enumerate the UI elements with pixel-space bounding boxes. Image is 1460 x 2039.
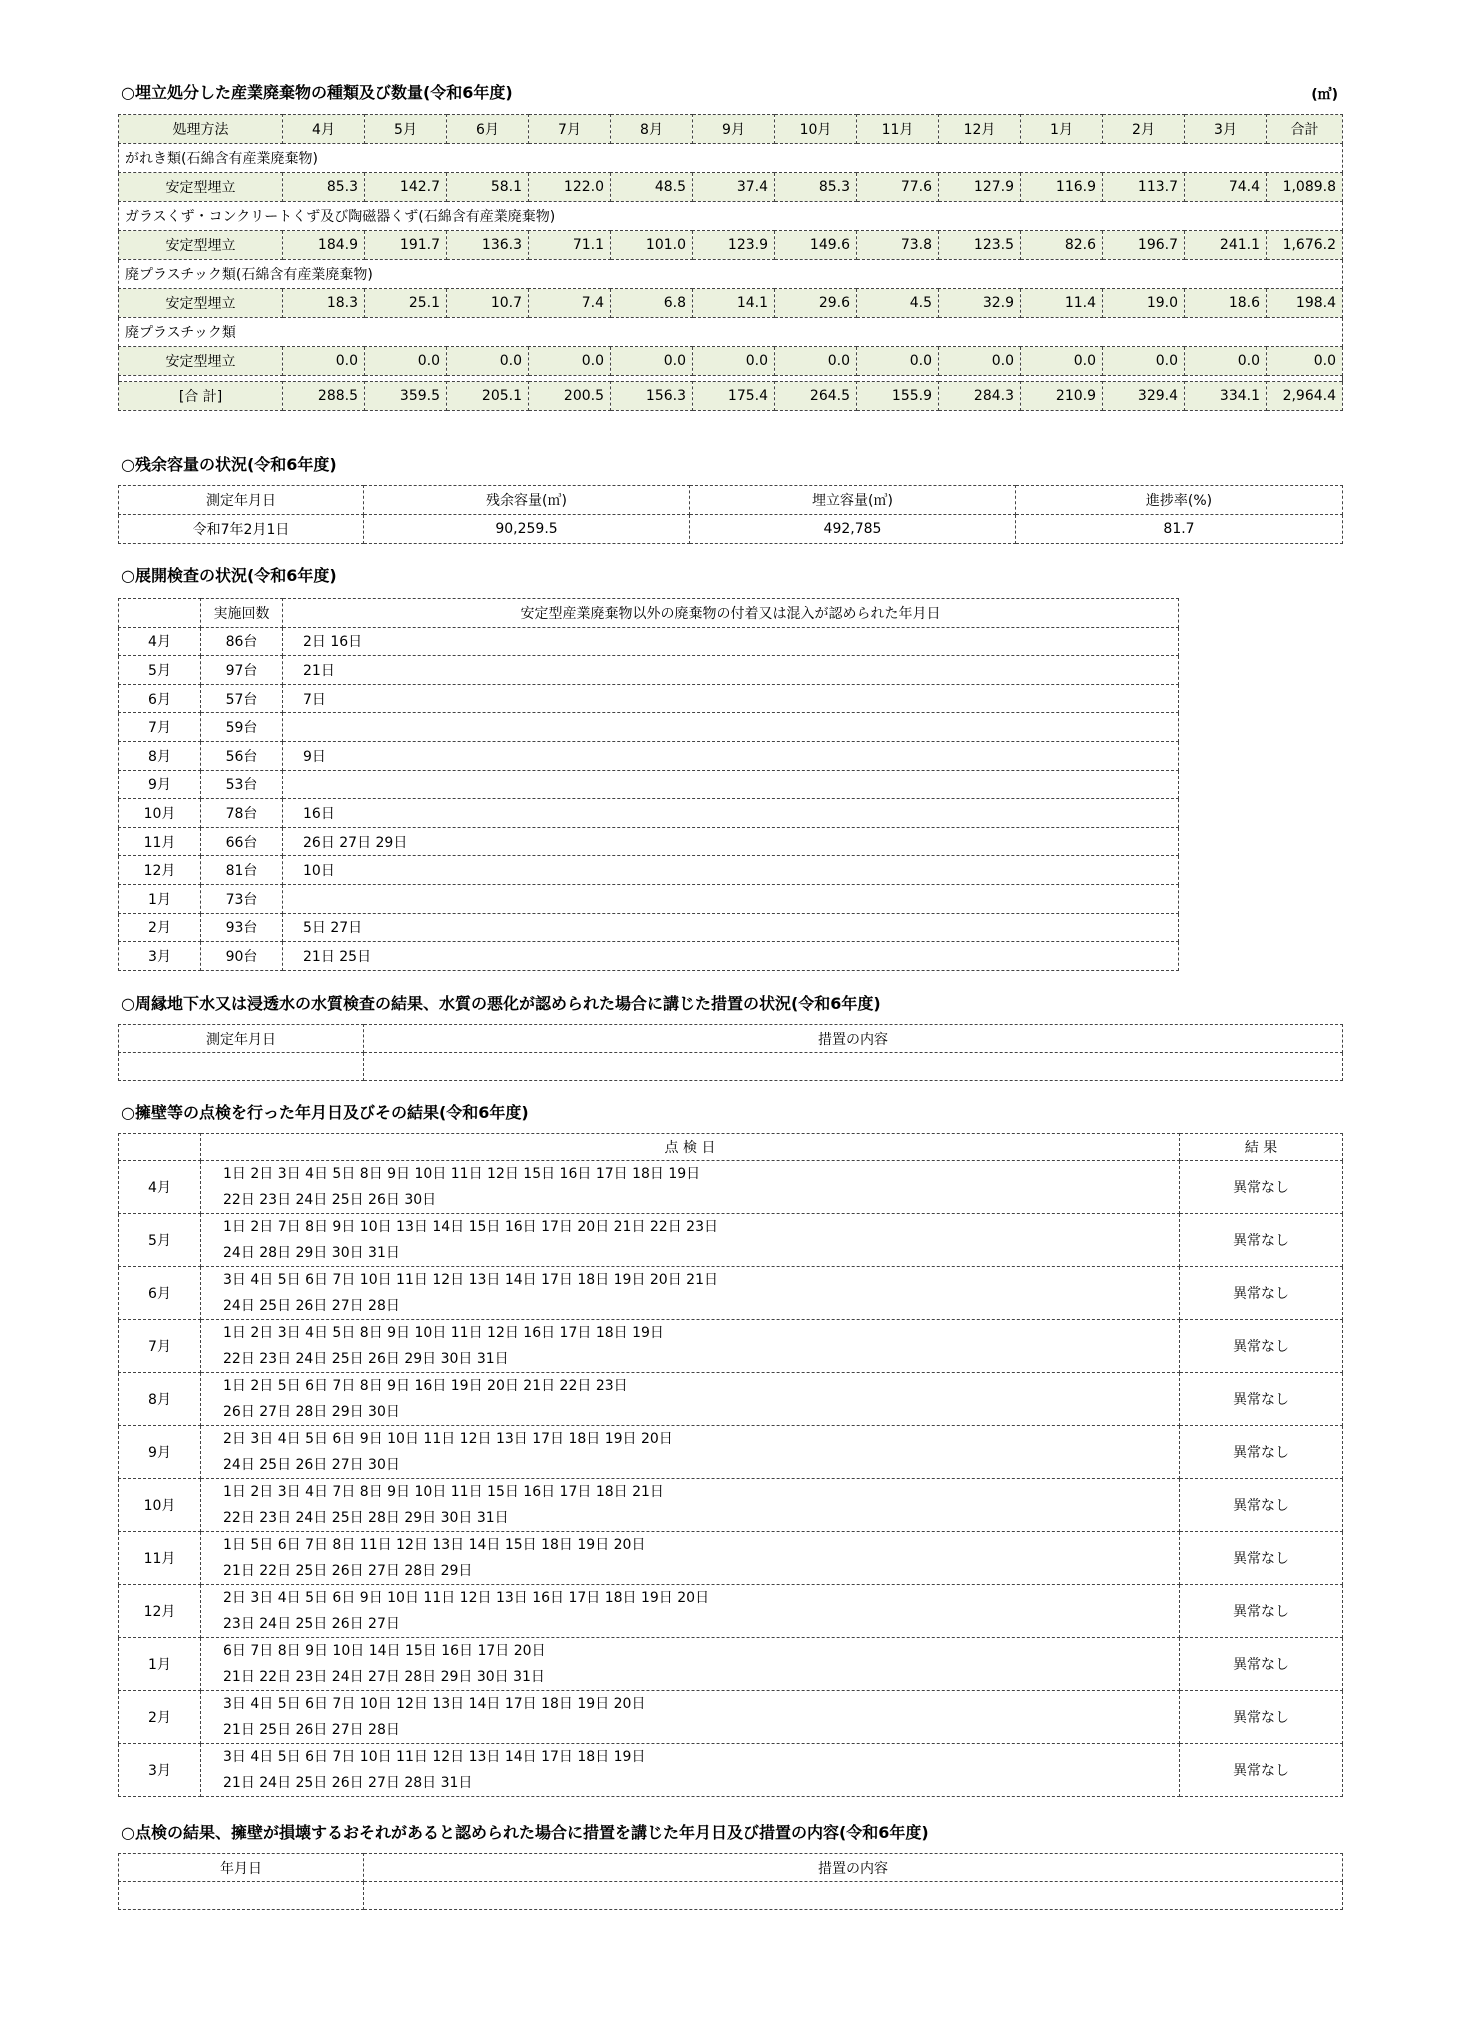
dates-line2: 24日 25日 26日 27日 30日 xyxy=(223,1457,400,1473)
value-cell: 19.0 xyxy=(1103,289,1185,318)
dates-cell: 9日 xyxy=(283,741,1179,770)
value-cell: 241.1 xyxy=(1185,231,1267,260)
value-cell: 4.5 xyxy=(857,289,939,318)
dates-cell: 7日 xyxy=(283,684,1179,713)
category-name: がれき類(石綿含有産業廃棄物) xyxy=(119,144,1343,173)
total-cell: 200.5 xyxy=(529,382,611,411)
result-cell: 異常なし xyxy=(1180,1426,1343,1479)
dates-cell: 5日 27日 xyxy=(283,913,1179,942)
dates-cell xyxy=(201,1161,1180,1214)
header-measure-date: 測定年月日 xyxy=(119,1025,364,1053)
dates-line1: 3日 4日 5日 6日 7日 10日 12日 13日 14日 17日 18日 19日 20日 xyxy=(223,1696,646,1712)
total-cell: 155.9 xyxy=(857,382,939,411)
month-cell: 7月 xyxy=(119,713,201,742)
count-cell: 81台 xyxy=(201,856,283,885)
dates-cell: 10日 xyxy=(283,856,1179,885)
count-cell: 66台 xyxy=(201,827,283,856)
dates-line1: 3日 4日 5日 6日 7日 10日 11日 12日 13日 14日 17日 18日 19日 xyxy=(223,1749,646,1765)
count-cell: 93台 xyxy=(201,913,283,942)
inspection-row xyxy=(119,856,1179,885)
column-header: 10月 xyxy=(775,115,857,144)
wall-row xyxy=(119,1532,1343,1585)
header-progress: 進捗率(%) xyxy=(1016,486,1343,515)
dates-cell xyxy=(201,1638,1180,1691)
dates-line2: 23日 24日 25日 26日 27日 xyxy=(223,1616,400,1632)
result-cell: 異常なし xyxy=(1180,1744,1343,1797)
value-cell: 74.4 xyxy=(1185,173,1267,202)
result-cell: 異常なし xyxy=(1180,1585,1343,1638)
dates-line1: 1日 2日 3日 4日 5日 8日 9日 10日 11日 12日 16日 17日 18日 19日 xyxy=(223,1325,664,1341)
wall-row xyxy=(119,1638,1343,1691)
wall-inspection-table xyxy=(118,1133,1343,1797)
count-cell: 53台 xyxy=(201,770,283,799)
category-row xyxy=(119,144,1343,173)
wall-measure-table xyxy=(118,1853,1343,1910)
column-header: 3月 xyxy=(1185,115,1267,144)
category-row xyxy=(119,202,1343,231)
total-cell: 264.5 xyxy=(775,382,857,411)
dates-line1: 1日 2日 3日 4日 7日 8日 9日 10日 11日 15日 16日 17日 18日 21日 xyxy=(223,1484,664,1500)
value-cell: 7.4 xyxy=(529,289,611,318)
count-cell: 90台 xyxy=(201,942,283,971)
value-cell: 113.7 xyxy=(1103,173,1185,202)
count-cell: 73台 xyxy=(201,884,283,913)
count-cell: 56台 xyxy=(201,741,283,770)
dates-cell xyxy=(201,1426,1180,1479)
value-cell: 29.6 xyxy=(775,289,857,318)
dates-line2: 24日 28日 29日 30日 31日 xyxy=(223,1245,400,1261)
groundwater-table xyxy=(118,1024,1343,1081)
dates-cell: 21日 25日 xyxy=(283,942,1179,971)
dates-cell xyxy=(283,770,1179,799)
value-cell: 116.9 xyxy=(1021,173,1103,202)
value-cell: 58.1 xyxy=(447,173,529,202)
header-landfill: 埋立容量(㎥) xyxy=(690,486,1016,515)
result-cell: 異常なし xyxy=(1180,1479,1343,1532)
dates-line1: 3日 4日 5日 6日 7日 10日 11日 12日 13日 14日 17日 18日 19日 20日 21日 xyxy=(223,1272,718,1288)
dates-cell xyxy=(201,1267,1180,1320)
cell-date: 令和7年2月1日 xyxy=(119,515,364,544)
dates-cell xyxy=(283,884,1179,913)
column-header: 5月 xyxy=(365,115,447,144)
value-cell: 149.6 xyxy=(775,231,857,260)
month-cell: 11月 xyxy=(119,827,201,856)
dates-cell xyxy=(201,1373,1180,1426)
value-cell: 0.0 xyxy=(1021,347,1103,376)
dates-line1: 6日 7日 8日 9日 10日 14日 15日 16日 17日 20日 xyxy=(223,1643,546,1659)
value-cell: 122.0 xyxy=(529,173,611,202)
dates-line2: 22日 23日 24日 25日 28日 29日 30日 31日 xyxy=(223,1510,509,1526)
month-cell: 12月 xyxy=(119,1585,201,1638)
value-cell: 77.6 xyxy=(857,173,939,202)
cell-remaining: 90,259.5 xyxy=(364,515,690,544)
month-cell: 10月 xyxy=(119,799,201,828)
result-cell: 異常なし xyxy=(1180,1373,1343,1426)
value-cell: 123.5 xyxy=(939,231,1021,260)
dates-cell: 16日 xyxy=(283,799,1179,828)
result-cell: 異常なし xyxy=(1180,1638,1343,1691)
count-cell: 86台 xyxy=(201,627,283,656)
wall-row xyxy=(119,1426,1343,1479)
value-cell: 123.9 xyxy=(693,231,775,260)
dates-line1: 1日 5日 6日 7日 8日 11日 12日 13日 14日 15日 18日 19日 20日 xyxy=(223,1537,646,1553)
cell-progress: 81.7 xyxy=(1016,515,1343,544)
value-cell: 184.9 xyxy=(283,231,365,260)
total-cell: 334.1 xyxy=(1185,382,1267,411)
column-header: 9月 xyxy=(693,115,775,144)
value-cell: 0.0 xyxy=(283,347,365,376)
month-cell: 2月 xyxy=(119,1691,201,1744)
value-cell: 73.8 xyxy=(857,231,939,260)
value-cell: 142.7 xyxy=(365,173,447,202)
dates-line1: 1日 2日 7日 8日 9日 10日 13日 14日 15日 16日 17日 20日 21日 22日 23日 xyxy=(223,1219,718,1235)
dates-line2: 21日 24日 25日 26日 27日 28日 31日 xyxy=(223,1775,473,1791)
dates-line1: 2日 3日 4日 5日 6日 9日 10日 11日 12日 13日 17日 18日 19日 20日 xyxy=(223,1431,673,1447)
month-cell: 5月 xyxy=(119,1214,201,1267)
column-header: 7月 xyxy=(529,115,611,144)
value-cell: 1,089.8 xyxy=(1267,173,1343,202)
value-cell: 136.3 xyxy=(447,231,529,260)
month-cell: 12月 xyxy=(119,856,201,885)
value-cell: 6.8 xyxy=(611,289,693,318)
dates-line2: 21日 22日 23日 24日 27日 28日 29日 30日 31日 xyxy=(223,1669,545,1685)
header-month xyxy=(119,599,201,628)
total-cell: 156.3 xyxy=(611,382,693,411)
total-cell: 2,964.4 xyxy=(1267,382,1343,411)
month-cell: 9月 xyxy=(119,1426,201,1479)
value-cell: 196.7 xyxy=(1103,231,1185,260)
value-cell: 0.0 xyxy=(529,347,611,376)
section4-title: ○周縁地下水又は浸透水の水質検査の結果、水質の悪化が認められた場合に講じた措置の状況(令和6年度) xyxy=(121,994,881,1013)
month-cell: 4月 xyxy=(119,627,201,656)
month-cell: 5月 xyxy=(119,656,201,685)
value-cell: 18.3 xyxy=(283,289,365,318)
value-cell: 0.0 xyxy=(1103,347,1185,376)
inspection-row xyxy=(119,942,1179,971)
column-header: 処理方法 xyxy=(119,115,283,144)
total-cell: 288.5 xyxy=(283,382,365,411)
value-cell: 71.1 xyxy=(529,231,611,260)
dates-cell xyxy=(201,1532,1180,1585)
dates-line2: 21日 22日 25日 26日 27日 28日 29日 xyxy=(223,1563,473,1579)
month-cell: 4月 xyxy=(119,1161,201,1214)
column-header: 8月 xyxy=(611,115,693,144)
column-header: 合計 xyxy=(1267,115,1343,144)
inspection-row xyxy=(119,827,1179,856)
dates-line2: 24日 25日 26日 27日 28日 xyxy=(223,1298,400,1314)
value-cell: 127.9 xyxy=(939,173,1021,202)
count-cell: 97台 xyxy=(201,656,283,685)
month-cell: 6月 xyxy=(119,1267,201,1320)
total-cell: 175.4 xyxy=(693,382,775,411)
category-name: 廃プラスチック類 xyxy=(119,318,1343,347)
value-cell: 0.0 xyxy=(365,347,447,376)
result-cell: 異常なし xyxy=(1180,1267,1343,1320)
value-cell: 0.0 xyxy=(693,347,775,376)
wall-row xyxy=(119,1267,1343,1320)
section1-title: ○埋立処分した産業廃棄物の種類及び数量(令和6年度) xyxy=(121,83,513,102)
wall-row xyxy=(119,1161,1343,1214)
category-row xyxy=(119,318,1343,347)
column-header: 2月 xyxy=(1103,115,1185,144)
wall-row xyxy=(119,1320,1343,1373)
month-cell: 7月 xyxy=(119,1320,201,1373)
value-cell: 0.0 xyxy=(939,347,1021,376)
inspection-row xyxy=(119,884,1179,913)
column-header: 4月 xyxy=(283,115,365,144)
inspection-row xyxy=(119,770,1179,799)
month-cell: 8月 xyxy=(119,1373,201,1426)
dates-cell xyxy=(201,1585,1180,1638)
method-cell: 安定型埋立 xyxy=(119,231,283,260)
empty-cell xyxy=(364,1053,1343,1081)
total-cell: 284.3 xyxy=(939,382,1021,411)
dates-cell xyxy=(201,1744,1180,1797)
wall-row xyxy=(119,1479,1343,1532)
inspection-row xyxy=(119,741,1179,770)
empty-cell xyxy=(119,1882,364,1910)
dates-line2: 22日 23日 24日 25日 26日 30日 xyxy=(223,1192,437,1208)
header-dates: 安定型産業廃棄物以外の廃棄物の付着又は混入が認められた年月日 xyxy=(283,599,1179,628)
section2-title: ○残余容量の状況(令和6年度) xyxy=(121,455,337,474)
value-cell: 0.0 xyxy=(857,347,939,376)
column-header: 6月 xyxy=(447,115,529,144)
total-cell: 359.5 xyxy=(365,382,447,411)
month-cell: 1月 xyxy=(119,1638,201,1691)
month-cell: 2月 xyxy=(119,913,201,942)
inspection-row xyxy=(119,684,1179,713)
empty-cell xyxy=(364,1882,1343,1910)
value-cell: 0.0 xyxy=(1185,347,1267,376)
header-row xyxy=(119,599,1179,628)
category-name: 廃プラスチック類(石綿含有産業廃棄物) xyxy=(119,260,1343,289)
wall-row xyxy=(119,1214,1343,1267)
month-cell: 1月 xyxy=(119,884,201,913)
header-measure-content: 措置の内容 xyxy=(364,1025,1343,1053)
cell-landfill: 492,785 xyxy=(690,515,1016,544)
method-cell: 安定型埋立 xyxy=(119,347,283,376)
column-header: 11月 xyxy=(857,115,939,144)
dates-cell xyxy=(201,1214,1180,1267)
value-cell: 18.6 xyxy=(1185,289,1267,318)
inspection-row xyxy=(119,799,1179,828)
value-cell: 25.1 xyxy=(365,289,447,318)
value-cell: 11.4 xyxy=(1021,289,1103,318)
total-label: [合 計] xyxy=(119,382,283,411)
result-cell: 異常なし xyxy=(1180,1532,1343,1585)
result-cell: 異常なし xyxy=(1180,1161,1343,1214)
month-cell: 3月 xyxy=(119,942,201,971)
wall-row xyxy=(119,1585,1343,1638)
value-cell: 85.3 xyxy=(775,173,857,202)
method-cell: 安定型埋立 xyxy=(119,289,283,318)
value-row xyxy=(119,231,1343,260)
value-cell: 10.7 xyxy=(447,289,529,318)
header-result: 結 果 xyxy=(1180,1134,1343,1161)
header-row xyxy=(119,1134,1343,1161)
dates-line1: 1日 2日 5日 6日 7日 8日 9日 16日 19日 20日 21日 22日 23日 xyxy=(223,1378,628,1394)
count-cell: 59台 xyxy=(201,713,283,742)
dates-cell xyxy=(201,1320,1180,1373)
value-cell: 0.0 xyxy=(1267,347,1343,376)
month-cell: 8月 xyxy=(119,741,201,770)
dates-cell: 26日 27日 29日 xyxy=(283,827,1179,856)
column-header: 12月 xyxy=(939,115,1021,144)
header-date: 測定年月日 xyxy=(119,486,364,515)
category-name: ガラスくず・コンクリートくず及び陶磁器くず(石綿含有産業廃棄物) xyxy=(119,202,1343,231)
category-row xyxy=(119,260,1343,289)
month-cell: 9月 xyxy=(119,770,201,799)
header-remaining: 残余容量(㎥) xyxy=(364,486,690,515)
month-cell: 6月 xyxy=(119,684,201,713)
dates-line2: 22日 23日 24日 25日 26日 29日 30日 31日 xyxy=(223,1351,509,1367)
inspection-table xyxy=(118,598,1179,971)
value-cell: 37.4 xyxy=(693,173,775,202)
value-cell: 101.0 xyxy=(611,231,693,260)
count-cell: 78台 xyxy=(201,799,283,828)
column-header: 1月 xyxy=(1021,115,1103,144)
dates-line2: 21日 25日 26日 27日 28日 xyxy=(223,1722,400,1738)
section6-title: ○点検の結果、擁壁が損壊するおそれがあると認められた場合に措置を講じた年月日及び措置の内容(令和6年度) xyxy=(121,1823,929,1842)
value-cell: 48.5 xyxy=(611,173,693,202)
dates-line1: 1日 2日 3日 4日 5日 8日 9日 10日 11日 12日 15日 16日 17日 18日 19日 xyxy=(223,1166,701,1182)
inspection-row xyxy=(119,627,1179,656)
method-cell: 安定型埋立 xyxy=(119,173,283,202)
wall-row xyxy=(119,1691,1343,1744)
total-cell: 329.4 xyxy=(1103,382,1185,411)
unit-label: (㎥) xyxy=(1311,87,1338,103)
dates-cell xyxy=(201,1479,1180,1532)
dates-cell: 21日 xyxy=(283,656,1179,685)
value-row xyxy=(119,347,1343,376)
value-cell: 0.0 xyxy=(447,347,529,376)
month-cell: 11月 xyxy=(119,1532,201,1585)
value-cell: 32.9 xyxy=(939,289,1021,318)
value-cell: 1,676.2 xyxy=(1267,231,1343,260)
inspection-row xyxy=(119,713,1179,742)
result-cell: 異常なし xyxy=(1180,1214,1343,1267)
inspection-row xyxy=(119,913,1179,942)
section5-title: ○擁壁等の点検を行った年月日及びその結果(令和6年度) xyxy=(121,1103,529,1122)
empty-cell xyxy=(119,1053,364,1081)
value-cell: 14.1 xyxy=(693,289,775,318)
month-cell: 3月 xyxy=(119,1744,201,1797)
header-wall-date: 年月日 xyxy=(119,1854,364,1882)
dates-cell xyxy=(283,713,1179,742)
header-row xyxy=(119,115,1343,144)
value-cell: 0.0 xyxy=(775,347,857,376)
header-wall-content: 措置の内容 xyxy=(364,1854,1343,1882)
dates-line2: 26日 27日 28日 29日 30日 xyxy=(223,1404,400,1420)
result-cell: 異常なし xyxy=(1180,1320,1343,1373)
count-cell: 57台 xyxy=(201,684,283,713)
disposal-table xyxy=(118,114,1343,411)
header-inspection-dates: 点 検 日 xyxy=(201,1134,1180,1161)
inspection-row xyxy=(119,656,1179,685)
value-row xyxy=(119,289,1343,318)
remaining-capacity-table xyxy=(118,485,1343,544)
dates-line1: 2日 3日 4日 5日 6日 9日 10日 11日 12日 13日 16日 17日 18日 19日 20日 xyxy=(223,1590,710,1606)
total-cell: 205.1 xyxy=(447,382,529,411)
value-row xyxy=(119,173,1343,202)
total-row xyxy=(119,382,1343,411)
value-cell: 85.3 xyxy=(283,173,365,202)
result-cell: 異常なし xyxy=(1180,1691,1343,1744)
month-cell: 10月 xyxy=(119,1479,201,1532)
total-cell: 210.9 xyxy=(1021,382,1103,411)
section3-title: ○展開検査の状況(令和6年度) xyxy=(121,566,337,585)
wall-row xyxy=(119,1373,1343,1426)
wall-row xyxy=(119,1744,1343,1797)
value-cell: 191.7 xyxy=(365,231,447,260)
header-month xyxy=(119,1134,201,1161)
dates-cell: 2日 16日 xyxy=(283,627,1179,656)
value-cell: 0.0 xyxy=(611,347,693,376)
header-count: 実施回数 xyxy=(201,599,283,628)
dates-cell xyxy=(201,1691,1180,1744)
value-cell: 198.4 xyxy=(1267,289,1343,318)
value-cell: 82.6 xyxy=(1021,231,1103,260)
